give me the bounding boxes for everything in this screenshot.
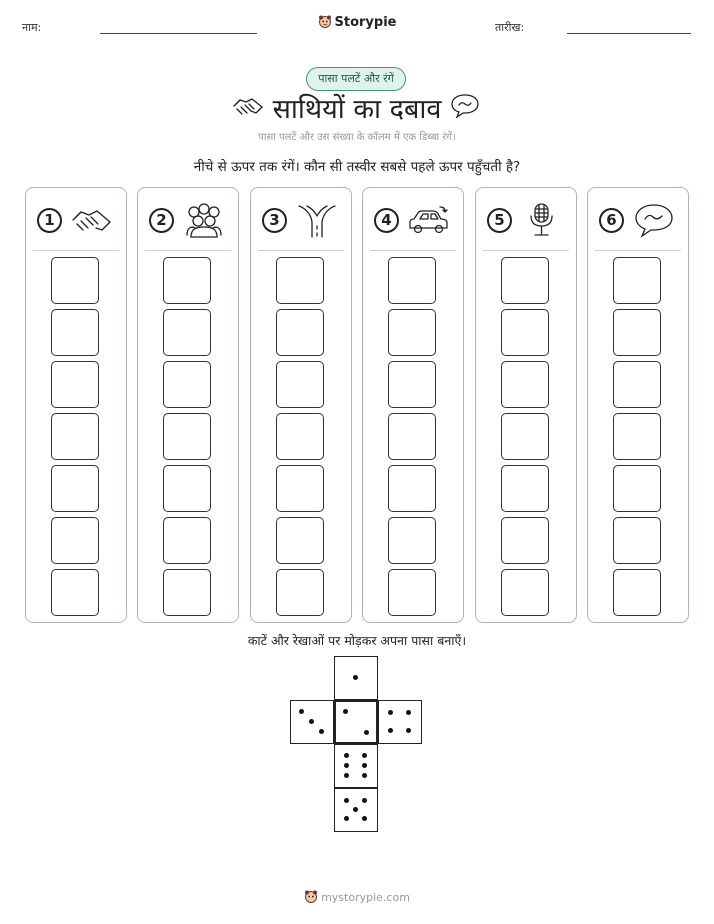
color-box[interactable] [613, 309, 661, 356]
speech-bubble-icon [449, 93, 481, 119]
column-number: 1 [37, 208, 62, 233]
column-1 [25, 187, 127, 623]
color-box[interactable] [276, 361, 324, 408]
column-number: 2 [149, 208, 174, 233]
color-box[interactable] [163, 413, 211, 460]
pip [362, 816, 367, 821]
footer [0, 889, 714, 904]
color-box[interactable] [276, 257, 324, 304]
color-box[interactable] [501, 517, 549, 564]
color-box[interactable] [501, 413, 549, 460]
dice-face-1 [334, 656, 378, 700]
footer-url[interactable]: mystorypie.com [321, 891, 410, 904]
column-divider [483, 250, 569, 251]
column-3 [250, 187, 352, 623]
color-box[interactable] [51, 413, 99, 460]
storypie-mascot-icon [304, 889, 318, 903]
column-number: 6 [599, 208, 624, 233]
brand-name: Storypie [334, 15, 397, 30]
dice-net [290, 656, 426, 836]
cut-instruction: काटें और रेखाओं पर मोड़कर अपना पासा बनाएँ। [247, 633, 467, 648]
group-of-people-icon [182, 202, 226, 240]
pip [344, 816, 349, 821]
brand-logo [0, 14, 714, 30]
pip [406, 710, 411, 715]
color-box[interactable] [613, 465, 661, 512]
dice-face-6 [334, 744, 378, 788]
color-box[interactable] [163, 309, 211, 356]
name-label: नाम: [22, 21, 42, 34]
pip [388, 728, 393, 733]
color-box[interactable] [51, 257, 99, 304]
microphone-icon [520, 202, 564, 240]
color-box[interactable] [163, 361, 211, 408]
pip [362, 798, 367, 803]
color-box[interactable] [163, 569, 211, 616]
storypie-mascot-icon [318, 14, 332, 28]
pip [344, 798, 349, 803]
color-box[interactable] [51, 517, 99, 564]
car-icon [407, 202, 451, 240]
pip [299, 709, 304, 714]
column-6 [587, 187, 689, 623]
pip [353, 807, 358, 812]
pip [388, 710, 393, 715]
pip [309, 719, 314, 724]
color-box[interactable] [613, 257, 661, 304]
color-box[interactable] [388, 465, 436, 512]
crossroads-icon [295, 202, 339, 240]
color-box[interactable] [501, 465, 549, 512]
pip [344, 773, 349, 778]
column-4 [362, 187, 464, 623]
color-box[interactable] [276, 413, 324, 460]
column-divider [145, 250, 231, 251]
color-box[interactable] [501, 257, 549, 304]
color-box[interactable] [613, 361, 661, 408]
color-box[interactable] [388, 517, 436, 564]
pip [362, 773, 367, 778]
pip [362, 753, 367, 758]
pip [406, 728, 411, 733]
color-box[interactable] [501, 569, 549, 616]
instruction-text: नीचे से ऊपर तक रंगें। कौन सी तस्वीर सबसे पहले ऊपर पहुँचती है? [193, 159, 521, 175]
color-box[interactable] [388, 569, 436, 616]
color-box[interactable] [51, 309, 99, 356]
name-line[interactable] [100, 33, 257, 34]
column-number: 5 [487, 208, 512, 233]
color-box[interactable] [501, 361, 549, 408]
dice-face-4 [378, 700, 422, 744]
color-box[interactable] [388, 257, 436, 304]
color-box[interactable] [276, 465, 324, 512]
column-5 [475, 187, 577, 623]
pip [364, 730, 369, 735]
color-box[interactable] [276, 569, 324, 616]
pip [362, 763, 367, 768]
pip [319, 729, 324, 734]
color-box[interactable] [163, 465, 211, 512]
page-title: साथियों का दबाव [272, 94, 442, 125]
column-number: 3 [262, 208, 287, 233]
color-box[interactable] [613, 569, 661, 616]
date-label: तारीख: [495, 21, 525, 34]
color-box[interactable] [276, 517, 324, 564]
pip [353, 675, 358, 680]
speech-bubble-icon [632, 202, 676, 240]
color-box[interactable] [388, 309, 436, 356]
color-box[interactable] [163, 517, 211, 564]
color-box[interactable] [501, 309, 549, 356]
color-box[interactable] [51, 465, 99, 512]
color-box[interactable] [51, 569, 99, 616]
color-box[interactable] [613, 517, 661, 564]
pip [344, 753, 349, 758]
color-box[interactable] [613, 413, 661, 460]
handshake-icon [70, 202, 114, 240]
color-box[interactable] [163, 257, 211, 304]
color-box[interactable] [388, 361, 436, 408]
column-divider [595, 250, 681, 251]
column-number: 4 [374, 208, 399, 233]
dice-face-3 [290, 700, 334, 744]
column-divider [258, 250, 344, 251]
page-subtitle: पासा पलटें और उस संख्या के कॉलम में एक डिब्बा रंगें। [258, 132, 456, 143]
column-divider [33, 250, 119, 251]
date-line[interactable] [567, 33, 691, 34]
dice-face-5 [334, 788, 378, 832]
column-divider [370, 250, 456, 251]
color-box[interactable] [276, 309, 324, 356]
column-2 [137, 187, 239, 623]
color-box[interactable] [51, 361, 99, 408]
pip [344, 763, 349, 768]
topic-tag: पासा पलटें और रंगें [306, 67, 406, 91]
dice-face-2 [334, 700, 378, 744]
pip [343, 709, 348, 714]
color-box[interactable] [388, 413, 436, 460]
